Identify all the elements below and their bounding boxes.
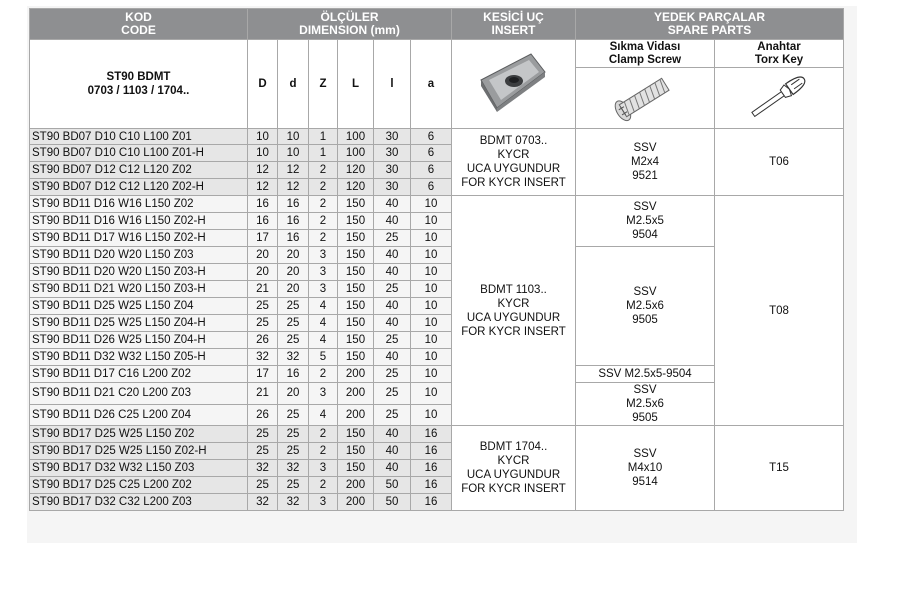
cell-L: 150 bbox=[338, 332, 374, 349]
cell-a: 16 bbox=[411, 460, 452, 477]
spare-parts-header bbox=[576, 9, 844, 40]
insert-cell-0703 bbox=[452, 129, 576, 196]
cell-d: 25 bbox=[278, 332, 309, 349]
code-cell: ST90 BD17 D25 W25 L150 Z02-H bbox=[30, 443, 248, 460]
cell-d: 25 bbox=[278, 315, 309, 332]
table-row bbox=[30, 196, 844, 213]
cell-Z: 2 bbox=[309, 179, 338, 196]
clamp-screw-image-cell bbox=[576, 68, 715, 129]
cell-Z: 1 bbox=[309, 129, 338, 145]
cell-L: 200 bbox=[338, 477, 374, 494]
code-cell: ST90 BD17 D25 W25 L150 Z02 bbox=[30, 426, 248, 443]
cell-Z: 4 bbox=[309, 404, 338, 426]
insert-image-cell bbox=[452, 40, 576, 129]
code-cell: ST90 BD11 D21 C20 L200 Z03 bbox=[30, 383, 248, 405]
cell-L: 150 bbox=[338, 315, 374, 332]
code-header-en: CODE bbox=[121, 23, 156, 37]
cell-Z: 2 bbox=[309, 230, 338, 247]
key-cell-t06: T06 bbox=[715, 129, 844, 196]
screw-line: M2.5x6 bbox=[626, 300, 664, 312]
dimension-header bbox=[248, 9, 452, 40]
cell-d: 12 bbox=[278, 179, 309, 196]
cell-l: 40 bbox=[374, 247, 411, 264]
cell-l: 25 bbox=[374, 332, 411, 349]
insert-cell-1704 bbox=[452, 426, 576, 511]
clamp-screw-en: Clamp Screw bbox=[608, 53, 682, 66]
screw-line: 9514 bbox=[632, 476, 658, 488]
cell-Z: 3 bbox=[309, 383, 338, 405]
cell-D: 20 bbox=[248, 247, 278, 264]
key-cell-t15: T15 bbox=[715, 426, 844, 511]
cell-a: 10 bbox=[411, 213, 452, 230]
cell-D: 20 bbox=[248, 264, 278, 281]
cell-Z: 1 bbox=[309, 145, 338, 162]
col-D-header: D bbox=[248, 40, 278, 129]
cell-l: 40 bbox=[374, 460, 411, 477]
code-cell: ST90 BD17 D25 C25 L200 Z02 bbox=[30, 477, 248, 494]
cell-Z: 3 bbox=[309, 281, 338, 298]
cell-D: 17 bbox=[248, 366, 278, 383]
insert-line: KYCR bbox=[497, 149, 530, 161]
cell-l: 25 bbox=[374, 281, 411, 298]
cell-l: 30 bbox=[374, 129, 411, 145]
insert-line: FOR KYCR INSERT bbox=[461, 177, 566, 189]
cell-d: 16 bbox=[278, 230, 309, 247]
cell-L: 150 bbox=[338, 298, 374, 315]
cell-D: 12 bbox=[248, 162, 278, 179]
dimension-header-tr: ÖLÇÜLER bbox=[320, 10, 379, 24]
insert-line: KYCR bbox=[497, 297, 530, 310]
code-cell: ST90 BD11 D26 C25 L200 Z04 bbox=[30, 404, 248, 426]
code-cell: ST90 BD07 D10 C10 L100 Z01-H bbox=[30, 145, 248, 162]
cell-D: 32 bbox=[248, 494, 278, 511]
insert-line: UCA UYGUNDUR bbox=[466, 311, 561, 324]
col-d-header: d bbox=[278, 40, 309, 129]
cell-a: 10 bbox=[411, 404, 452, 426]
insert-header-en: INSERT bbox=[491, 23, 536, 37]
cell-a: 10 bbox=[411, 230, 452, 247]
cell-a: 10 bbox=[411, 332, 452, 349]
cell-L: 150 bbox=[338, 349, 374, 366]
cell-a: 10 bbox=[411, 315, 452, 332]
screw-cell-m4x10 bbox=[576, 426, 715, 511]
insert-line: BDMT 1704.. bbox=[479, 441, 548, 453]
cell-a: 10 bbox=[411, 196, 452, 213]
code-cell: ST90 BD17 D32 W32 L150 Z03 bbox=[30, 460, 248, 477]
screw-cell-m2x4 bbox=[576, 129, 715, 196]
cell-d: 25 bbox=[278, 443, 309, 460]
code-cell: ST90 BD11 D21 W20 L150 Z03-H bbox=[30, 281, 248, 298]
screw-line: SSV bbox=[633, 286, 657, 298]
cell-Z: 4 bbox=[309, 332, 338, 349]
cell-a: 16 bbox=[411, 426, 452, 443]
cell-l: 30 bbox=[374, 179, 411, 196]
cell-l: 40 bbox=[374, 315, 411, 332]
spare-header-tr: YEDEK PARÇALAR bbox=[653, 10, 766, 24]
cell-L: 150 bbox=[338, 443, 374, 460]
insert-line: BDMT 0703.. bbox=[479, 135, 548, 147]
cell-a: 6 bbox=[411, 129, 452, 145]
cell-d: 20 bbox=[278, 383, 309, 405]
code-cell: ST90 BD11 D25 W25 L150 Z04-H bbox=[30, 315, 248, 332]
cell-D: 21 bbox=[248, 383, 278, 405]
cell-Z: 4 bbox=[309, 298, 338, 315]
cell-L: 200 bbox=[338, 494, 374, 511]
cell-L: 150 bbox=[338, 264, 374, 281]
code-cell: ST90 BD11 D16 W16 L150 Z02-H bbox=[30, 213, 248, 230]
cell-L: 100 bbox=[338, 145, 374, 162]
code-header bbox=[30, 9, 248, 40]
cell-D: 26 bbox=[248, 404, 278, 426]
cell-L: 150 bbox=[338, 247, 374, 264]
table-row bbox=[30, 426, 844, 443]
cell-Z: 2 bbox=[309, 366, 338, 383]
cell-d: 25 bbox=[278, 298, 309, 315]
cell-Z: 2 bbox=[309, 213, 338, 230]
cell-l: 50 bbox=[374, 477, 411, 494]
cell-d: 20 bbox=[278, 247, 309, 264]
screw-line: SSV bbox=[633, 448, 657, 460]
insert-line: FOR KYCR INSERT bbox=[461, 325, 566, 338]
cell-D: 32 bbox=[248, 460, 278, 477]
cell-D: 12 bbox=[248, 179, 278, 196]
cell-l: 40 bbox=[374, 213, 411, 230]
clamp-screw-tr: Sıkma Vidası bbox=[609, 40, 681, 53]
screw-line: SSV bbox=[633, 384, 657, 396]
insert-line: UCA UYGUNDUR bbox=[466, 469, 561, 481]
cell-D: 32 bbox=[248, 349, 278, 366]
code-cell: ST90 BD11 D16 W16 L150 Z02 bbox=[30, 196, 248, 213]
cell-l: 40 bbox=[374, 196, 411, 213]
cell-Z: 3 bbox=[309, 264, 338, 281]
screw-line: 9504 bbox=[632, 229, 658, 241]
cell-l: 40 bbox=[374, 264, 411, 281]
screw-line: M2.5x5 bbox=[626, 215, 664, 227]
spare-header-en: SPARE PARTS bbox=[667, 23, 752, 37]
code-cell: ST90 BD11 D32 W32 L150 Z05-H bbox=[30, 349, 248, 366]
cell-l: 40 bbox=[374, 298, 411, 315]
cell-d: 16 bbox=[278, 366, 309, 383]
cell-D: 17 bbox=[248, 230, 278, 247]
cell-a: 10 bbox=[411, 366, 452, 383]
insert-line: FOR KYCR INSERT bbox=[461, 483, 566, 495]
table-panel bbox=[27, 6, 857, 543]
cell-a: 6 bbox=[411, 145, 452, 162]
cell-a: 16 bbox=[411, 477, 452, 494]
cell-l: 25 bbox=[374, 404, 411, 426]
cell-d: 32 bbox=[278, 349, 309, 366]
torx-key-header bbox=[715, 40, 844, 68]
cell-d: 32 bbox=[278, 494, 309, 511]
key-cell-t08: T08 bbox=[715, 196, 844, 426]
cell-D: 25 bbox=[248, 426, 278, 443]
cell-d: 20 bbox=[278, 281, 309, 298]
code-header-tr: KOD bbox=[125, 10, 152, 24]
cell-d: 20 bbox=[278, 264, 309, 281]
code-cell: ST90 BD07 D12 C12 L120 Z02 bbox=[30, 162, 248, 179]
cell-L: 200 bbox=[338, 366, 374, 383]
cell-L: 150 bbox=[338, 213, 374, 230]
screw-cell-m25x6 bbox=[576, 247, 715, 366]
cell-Z: 5 bbox=[309, 349, 338, 366]
cell-l: 40 bbox=[374, 443, 411, 460]
torx-key-tr: Anahtar bbox=[757, 40, 801, 53]
screw-line: SSV bbox=[633, 201, 657, 213]
cell-L: 150 bbox=[338, 230, 374, 247]
cell-a: 10 bbox=[411, 383, 452, 405]
cell-Z: 4 bbox=[309, 315, 338, 332]
cell-d: 10 bbox=[278, 129, 309, 145]
series-title-cell bbox=[30, 40, 248, 129]
code-cell: ST90 BD11 D26 W25 L150 Z04-H bbox=[30, 332, 248, 349]
cell-d: 10 bbox=[278, 145, 309, 162]
cell-D: 25 bbox=[248, 315, 278, 332]
cell-L: 150 bbox=[338, 196, 374, 213]
cell-L: 120 bbox=[338, 162, 374, 179]
screw-cell-m25x6-b bbox=[576, 383, 715, 426]
code-cell: ST90 BD11 D17 W16 L150 Z02-H bbox=[30, 230, 248, 247]
insert-cell-1103 bbox=[452, 196, 576, 426]
torx-key-image-cell bbox=[715, 68, 844, 129]
cell-L: 200 bbox=[338, 404, 374, 426]
cell-l: 50 bbox=[374, 494, 411, 511]
cell-a: 10 bbox=[411, 349, 452, 366]
cell-Z: 2 bbox=[309, 443, 338, 460]
code-cell: ST90 BD17 D32 C32 L200 Z03 bbox=[30, 494, 248, 511]
cell-Z: 3 bbox=[309, 247, 338, 264]
cell-D: 25 bbox=[248, 477, 278, 494]
cell-l: 25 bbox=[374, 366, 411, 383]
cell-Z: 2 bbox=[309, 426, 338, 443]
series-title: ST90 BDMT bbox=[106, 71, 171, 83]
insert-header bbox=[452, 9, 576, 40]
code-cell: ST90 BD11 D25 W25 L150 Z04 bbox=[30, 298, 248, 315]
cell-L: 200 bbox=[338, 383, 374, 405]
cell-L: 150 bbox=[338, 426, 374, 443]
tool-spec-table bbox=[29, 8, 844, 511]
cell-a: 16 bbox=[411, 494, 452, 511]
cell-a: 16 bbox=[411, 443, 452, 460]
table-row bbox=[30, 129, 844, 145]
cell-l: 30 bbox=[374, 162, 411, 179]
cell-d: 25 bbox=[278, 477, 309, 494]
insert-header-tr: KESİCİ UÇ bbox=[483, 10, 544, 24]
cell-d: 12 bbox=[278, 162, 309, 179]
insert-image bbox=[475, 50, 553, 114]
code-cell: ST90 BD07 D12 C12 L120 Z02-H bbox=[30, 179, 248, 196]
cell-D: 16 bbox=[248, 213, 278, 230]
cell-D: 16 bbox=[248, 196, 278, 213]
screw-line: 9521 bbox=[632, 170, 658, 182]
cell-l: 25 bbox=[374, 383, 411, 405]
code-cell: ST90 BD11 D20 W20 L150 Z03 bbox=[30, 247, 248, 264]
cell-a: 6 bbox=[411, 162, 452, 179]
cell-a: 6 bbox=[411, 179, 452, 196]
cell-l: 40 bbox=[374, 349, 411, 366]
cell-d: 25 bbox=[278, 426, 309, 443]
screw-line: M4x10 bbox=[627, 462, 663, 474]
code-cell: ST90 BD11 D17 C16 L200 Z02 bbox=[30, 366, 248, 383]
screw-cell-m25x5 bbox=[576, 196, 715, 247]
insert-line: UCA UYGUNDUR bbox=[466, 163, 561, 175]
cell-L: 120 bbox=[338, 179, 374, 196]
cell-L: 100 bbox=[338, 129, 374, 145]
cell-l: 40 bbox=[374, 426, 411, 443]
screw-line: 9505 bbox=[632, 412, 658, 424]
torx-key-en: Torx Key bbox=[754, 53, 804, 66]
col-a-header: a bbox=[411, 40, 452, 129]
cell-d: 16 bbox=[278, 196, 309, 213]
cell-Z: 3 bbox=[309, 494, 338, 511]
insert-line: KYCR bbox=[497, 455, 530, 467]
cell-a: 10 bbox=[411, 264, 452, 281]
code-cell: ST90 BD11 D20 W20 L150 Z03-H bbox=[30, 264, 248, 281]
screw-cell-m25x5-9504: SSV M2.5x5-9504 bbox=[576, 366, 715, 383]
cell-L: 150 bbox=[338, 281, 374, 298]
cell-D: 10 bbox=[248, 129, 278, 145]
cell-L: 150 bbox=[338, 460, 374, 477]
cell-a: 10 bbox=[411, 247, 452, 264]
cell-l: 30 bbox=[374, 145, 411, 162]
cell-Z: 2 bbox=[309, 196, 338, 213]
cell-Z: 3 bbox=[309, 460, 338, 477]
code-cell: ST90 BD07 D10 C10 L100 Z01 bbox=[30, 129, 248, 145]
cell-D: 25 bbox=[248, 298, 278, 315]
col-L-header: L bbox=[338, 40, 374, 129]
screw-line: SSV bbox=[633, 142, 657, 154]
screw-line: M2x4 bbox=[630, 156, 660, 168]
cell-D: 10 bbox=[248, 145, 278, 162]
screw-line: 9505 bbox=[632, 314, 658, 326]
cell-Z: 2 bbox=[309, 162, 338, 179]
col-l-header: l bbox=[374, 40, 411, 129]
dimension-header-en: DIMENSION (mm) bbox=[299, 23, 400, 37]
clamp-screw-header bbox=[576, 40, 715, 68]
screw-icon bbox=[605, 70, 685, 124]
screw-line: M2.5x6 bbox=[626, 398, 664, 410]
cell-d: 32 bbox=[278, 460, 309, 477]
series-sizes: 0703 / 1103 / 1704.. bbox=[87, 85, 190, 97]
torx-key-icon bbox=[744, 70, 814, 124]
cell-a: 10 bbox=[411, 281, 452, 298]
cell-a: 10 bbox=[411, 298, 452, 315]
cell-D: 21 bbox=[248, 281, 278, 298]
insert-line: BDMT 1103.. bbox=[480, 283, 547, 296]
cell-d: 25 bbox=[278, 404, 309, 426]
cell-d: 16 bbox=[278, 213, 309, 230]
cell-D: 25 bbox=[248, 443, 278, 460]
col-Z-header: Z bbox=[309, 40, 338, 129]
cell-D: 26 bbox=[248, 332, 278, 349]
cell-Z: 2 bbox=[309, 477, 338, 494]
cell-l: 25 bbox=[374, 230, 411, 247]
